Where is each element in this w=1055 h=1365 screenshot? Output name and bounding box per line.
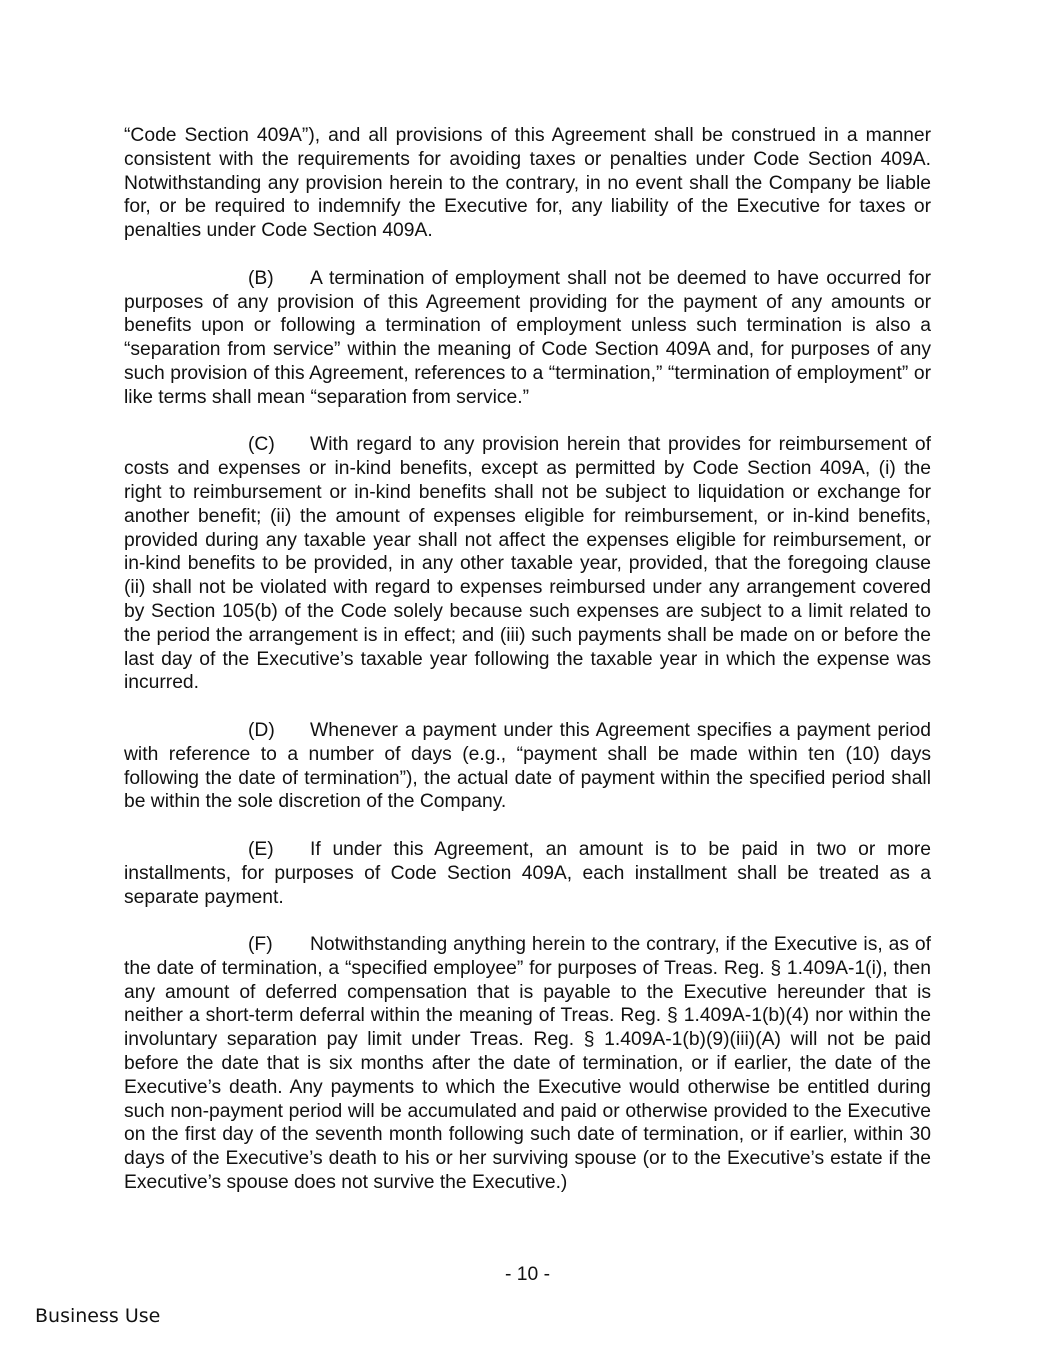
paragraph-text: Whenever a payment under this Agreement specifies a payment period with reference to a number of days (e.g., “payment shall be made within ten (10) days following the date of termination”), the actual date of payment within the specified period shall be within the sole discretion of the Company. — [124, 719, 931, 813]
paragraph-d — [124, 719, 931, 814]
page-number: - 10 - — [504, 1264, 550, 1285]
paragraph-e — [124, 838, 931, 909]
paragraph-marker: (E) — [248, 838, 274, 860]
paragraph-text: With regard to any provision herein that provides for reimbursement of costs and expenses or in-kind benefits, except as permitted by Code Section 409A, (i) the right to reimbursement or in-kind benefits shall not be subject to liquidation or exchange for another benefit; (ii) the amount of expenses eligible for reimbursement, or in-kind benefits, provided during any taxable year shall not affect the expenses eligible for reimbursement, or in-kind benefits to be provided, in any other taxable year, provided, that the foregoing clause (ii) shall not be violated with regard to expenses reimbursed under any arrangement covered by Section 105(b) of the Code solely because such expenses are subject to a limit related to the period the arrangement is in effect; and (iii) such payments shall be made on or before the last day of the Executive’s taxable year following the taxable year in which the expense was incurred. — [124, 434, 931, 694]
paragraph-f — [124, 933, 931, 1195]
footer-classification-label: Business Use — [35, 1305, 161, 1327]
paragraph-c — [124, 433, 931, 695]
paragraph-marker: (D) — [248, 719, 275, 741]
paragraph-b — [124, 267, 931, 410]
paragraph-text: Notwithstanding anything herein to the contrary, if the Executive is, as of the date of termination, a “specified employee” for purposes of Treas. Reg. § 1.409A-1(i), then any amount of deferred compensation that is payable to the Executive hereunder that is neither a short-term deferral within the meaning of Treas. Reg. § 1.409A-1(b)(4) nor within the involuntary separation pay limit under Treas. Reg. § 1.409A-1(b)(9)(iii)(A) will not be paid before the date that is six months after the date of termination, or if earlier, the date of the Executive’s death. Any payments to which the Executive would otherwise be entitled during such non-payment period will be accumulated and paid or otherwise provided to the Executive on the first day of the seventh month following such date of termination, or if earlier, within 30 days of the Executive’s death to his or her surviving spouse (or to the Executive’s estate if the Executive’s spouse does not survive the Executive.) — [124, 934, 931, 1194]
paragraph-continuation — [124, 124, 931, 243]
paragraph-text: A termination of employment shall not be deemed to have occurred for purposes of any provision of this Agreement providing for the payment of any amounts or benefits upon or following a termination of employment unless such termination is also a “separation from service” within the meaning of Code Section 409A and, for purposes of any such provision of this Agreement, references to a “termination,” “termination of employment” or like terms shall mean “separation from service.” — [124, 267, 931, 408]
paragraph-marker: (C) — [248, 434, 275, 456]
paragraph-text: If under this Agreement, an amount is to be paid in two or more installments, for purposes of Code Section 409A, each installment shall be treated as a separate payment. — [124, 838, 931, 908]
document-body — [124, 124, 931, 1219]
paragraph-text: “Code Section 409A”), and all provisions of this Agreement shall be construed in a manner consistent with the requirements for avoiding taxes or penalties under Code Section 409A. Notwithstanding any provision herein to the contrary, in no event shall the Company be liable for, or be required to indemnify the Executive for, any liability of the Executive for taxes or penalties under Code Section 409A. — [124, 125, 931, 242]
paragraph-marker: (F) — [248, 934, 273, 956]
paragraph-marker: (B) — [248, 267, 274, 289]
